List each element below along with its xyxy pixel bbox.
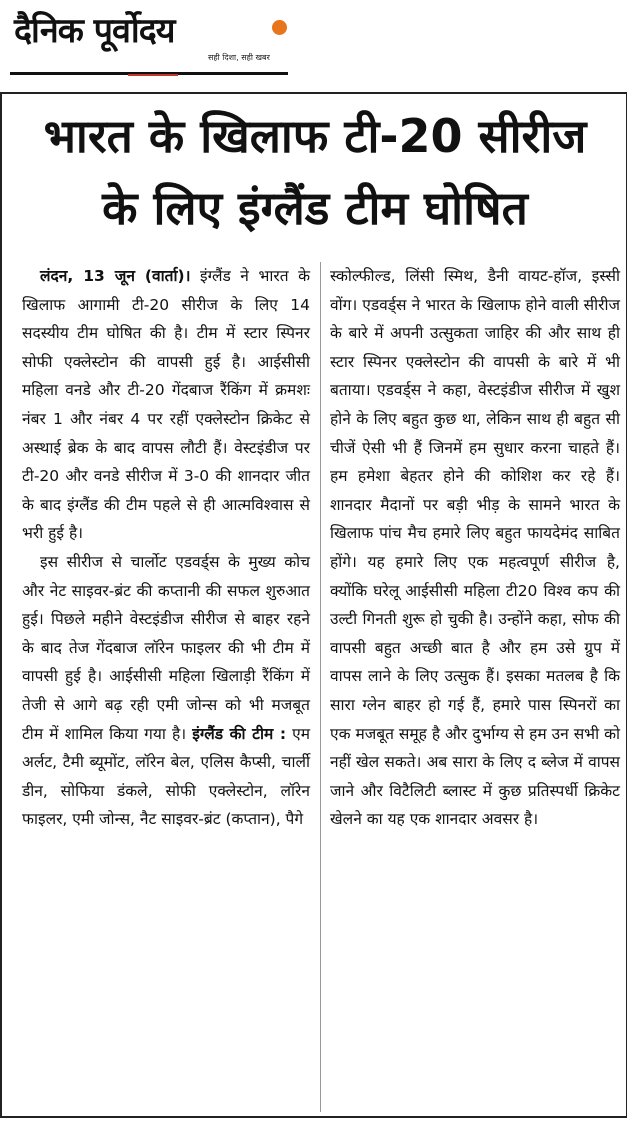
- article-paragraph-1: [22, 262, 310, 548]
- headline-line-1: भारत के खिलाफ टी-20 सीरीज: [43, 109, 587, 163]
- dateline: लंदन, 13 जून (वार्ता)।: [40, 267, 191, 285]
- headline: [6, 100, 624, 244]
- right-column-text: स्कोल्फील्ड, लिंसी स्मिथ, डैनी वायट-हॉज, इस्सी वोंग। एडवर्ड्स ने भारत के खिलाफ होने वाली सीरीज के बारे में अपनी उत्सुकता जाहिर की और साथ ही स्टार स्पिनर एक्लेस्टोन की वापसी के बारे में भी बताया। एडवर्ड्स ने कहा, वेस्टइंडीज सीरीज में खुश होने के लिए बहुत कुछ था, लेकिन साथ ही बहुत सी चीजें ऐसी भी हैं जिनमें हम सुधार करना चाहते हैं। हम हमेशा बेहतर होने की कोशिश कर रहे हैं। शानदार मैदानों पर बड़ी भीड़ के सामने भारत के खिलाफ पांच मैच हमारे लिए बहुत फायदेमंद साबित होंगे। यह हमारे लिए एक महत्वपूर्ण सीरीज है, क्योंकि घरेलू आईसीसी महिला टी20 विश्व कप की उल्टी गिनती शुरू हो चुकी है। उन्होंने कहा, सोफ की वापसी बहुत अच्छी बात है और हम उसे ग्रुप में वापस लाने के लिए उत्सुक हैं। इसका मतलब है कि सारा ग्लेन बाहर हो गई हैं, हमारे पास स्पिनरों का एक मजबूत समूह है और दुर्भाग्य से हम उन सभी को नहीं खेल सकते। अब सारा के लिए द ब्लेज में वापस जाने और विटैलिटी ब्लास्ट में कुछ प्रतिस्पर्धी क्रिकेट खेलने का यह एक शानदार अवसर है।: [330, 267, 620, 829]
- paragraph-2-text: इस सीरीज से चार्लोट एडवर्ड्स के मुख्य कोच और नेट साइवर-ब्रंट की कप्तानी की सफल शुरुआत हुई। पिछले महीने वेस्टइंडीज सीरीज से बाहर रहने के बाद तेज गेंदबाज लॉरेन फाइलर की भी टीम में वापसी हुई है। आईसीसी महिला खिलाड़ी रैंकिंग में तेजी से आगे बढ़ रही एमी जोन्स को भी मजबूत टीम में शामिल किया गया है।: [22, 552, 310, 743]
- article-column-left: [22, 262, 310, 834]
- masthead: [10, 6, 288, 75]
- masthead-divider: [128, 74, 178, 76]
- team-label: इंग्लैंड की टीम :: [192, 724, 287, 743]
- newspaper-logo: दैनिक पूर्वोदय: [14, 11, 175, 51]
- article-paragraph-2: [22, 548, 310, 834]
- masthead-tagline: सही दिशा, सही खबर: [208, 53, 270, 62]
- logo-sun-icon: [272, 20, 287, 35]
- article-column-right: [330, 262, 620, 834]
- headline-line-2: के लिए इंग्लैंड टीम घोषित: [102, 181, 528, 235]
- team-list: एम अर्लट, टैमी ब्यूमोंट, लॉरेन बेल, एलिस कैप्सी, चार्ली डीन, सोफिया डंकले, सोफी एक्लेस्टोन, लॉरेन फाइलर, एमी जोन्स, नैट साइवर-ब्रंट (कप्तान), पैगे: [22, 724, 311, 829]
- paragraph-1-text: इंग्लैंड ने भारत के खिलाफ आगामी टी-20 सीरीज के लिए 14 सदस्यीय टीम घोषित की है। टीम में स्टार स्पिनर सोफी एक्लेस्टोन की वापसी हुई है। आईसीसी महिला वनडे और टी-20 गेंदबाज रैंकिंग में क्रमशः नंबर 1 और नंबर 4 पर रहीं एक्लेस्टोन क्रिकेट से अस्थाई ब्रेक के बाद वापस लौटी हैं। वेस्टइंडीज पर टी-20 और वनडे सीरीज में 3-0 की शानदार जीत के बाद इंग्लैंड की टीम पहले से ही आत्मविश्वास से भरी हुई है।: [22, 267, 310, 543]
- column-divider: [320, 262, 321, 1112]
